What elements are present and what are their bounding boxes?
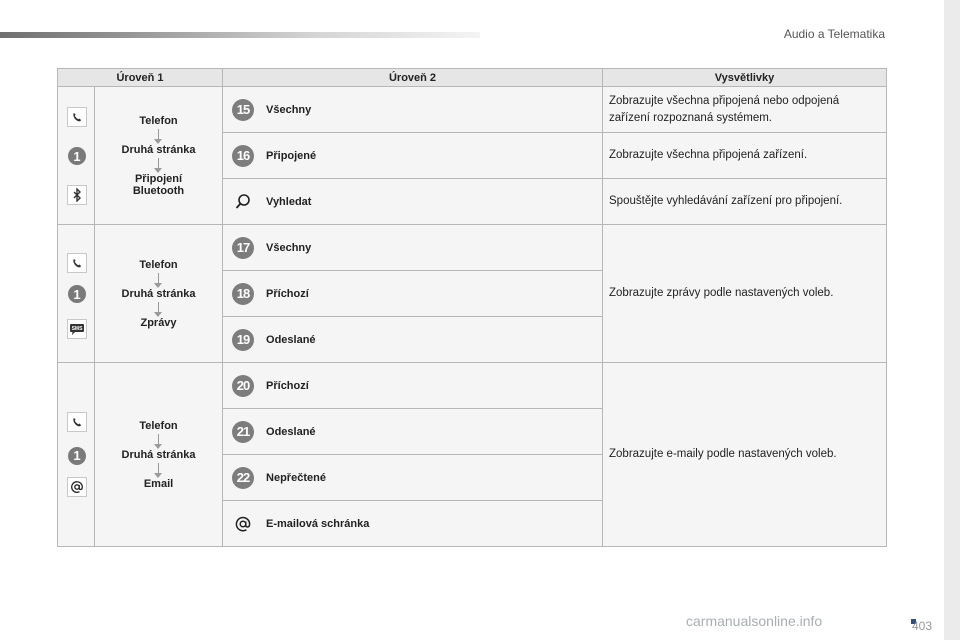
level2-label: E-mailová schránka: [266, 517, 370, 530]
level2-label: Odeslané: [266, 425, 316, 438]
search-icon: [232, 191, 254, 213]
down-arrow-icon: [158, 434, 159, 444]
table-row: [58, 363, 887, 409]
at-sign-icon: [232, 513, 254, 535]
level2-label: Vyhledat: [266, 195, 312, 208]
level2-label: Nepřečtené: [266, 471, 326, 484]
description-cell: Zobrazujte všechna připojená nebo odpojená zařízení rozpoznaná systémem.: [603, 87, 887, 133]
menu-number-badge: 17: [232, 237, 254, 259]
down-arrow-icon: [158, 129, 159, 139]
phone-icon: [67, 412, 87, 432]
phone-icon: [67, 107, 87, 127]
down-arrow-icon: [158, 273, 159, 283]
description-cell: Zobrazujte e-maily podle nastavených voleb.: [603, 363, 887, 547]
level1-path-cell: [95, 87, 223, 225]
level2-label: Připojené: [266, 149, 317, 162]
level1-number-badge: 1: [68, 285, 86, 303]
column-header-level2: Úroveň 2: [223, 69, 603, 87]
right-margin-strip: [944, 0, 960, 640]
level2-label: Odeslané: [266, 333, 316, 346]
column-header-description: Vysvětlivky: [603, 69, 887, 87]
path-step: Druhá stránka: [121, 143, 196, 156]
menu-number-badge: 19: [232, 329, 254, 351]
phone-icon: [67, 253, 87, 273]
at-sign-icon: [67, 477, 87, 497]
menu-table: [57, 68, 887, 547]
table-header-row: [58, 69, 887, 87]
column-header-level1: Úroveň 1: [58, 69, 223, 87]
description-cell: Zobrazujte všechna připojená zařízení.: [603, 133, 887, 179]
table-row: [58, 225, 887, 271]
table-row: [58, 87, 887, 133]
level2-label: Příchozí: [266, 379, 309, 392]
description-cell: Zobrazujte zprávy podle nastavených voleb.: [603, 225, 887, 363]
level2-label: Všechny: [266, 241, 312, 254]
menu-number-badge: 18: [232, 283, 254, 305]
header-gradient-bar: [0, 32, 480, 38]
level1-path-cell: [95, 225, 223, 363]
path-step: Druhá stránka: [121, 287, 196, 300]
path-step: Druhá stránka: [121, 448, 196, 461]
description-cell: Spouštějte vyhledávání zařízení pro připojení.: [603, 179, 887, 225]
menu-number-badge: 21: [232, 421, 254, 443]
bluetooth-icon: [67, 185, 87, 205]
sms-icon: [67, 319, 87, 339]
path-step: Telefon: [139, 258, 178, 271]
menu-number-badge: 22: [232, 467, 254, 489]
level2-label: Příchozí: [266, 287, 309, 300]
level2-label: Všechny: [266, 103, 312, 116]
down-arrow-icon: [158, 302, 159, 312]
menu-number-badge: 20: [232, 375, 254, 397]
sms-icon-text: SMS: [71, 325, 83, 332]
level1-icon-cell: [58, 363, 95, 547]
down-arrow-icon: [158, 463, 159, 473]
level1-icon-cell: [58, 87, 95, 225]
menu-number-badge: 15: [232, 99, 254, 121]
path-step: Telefon: [139, 114, 178, 127]
level1-path-cell: [95, 363, 223, 547]
section-title: Audio a Telematika: [783, 27, 885, 41]
path-step: Telefon: [139, 419, 178, 432]
menu-number-badge: 16: [232, 145, 254, 167]
down-arrow-icon: [158, 158, 159, 168]
page-number: 403: [912, 619, 933, 633]
path-step: Připojení Bluetooth: [132, 172, 185, 197]
watermark: carmanualsonline.info: [686, 613, 823, 629]
level1-number-badge: 1: [68, 447, 86, 465]
level1-number-badge: 1: [68, 147, 86, 165]
path-step: Zprávy: [140, 316, 177, 329]
path-step: Email: [143, 477, 174, 490]
level1-icon-cell: [58, 225, 95, 363]
